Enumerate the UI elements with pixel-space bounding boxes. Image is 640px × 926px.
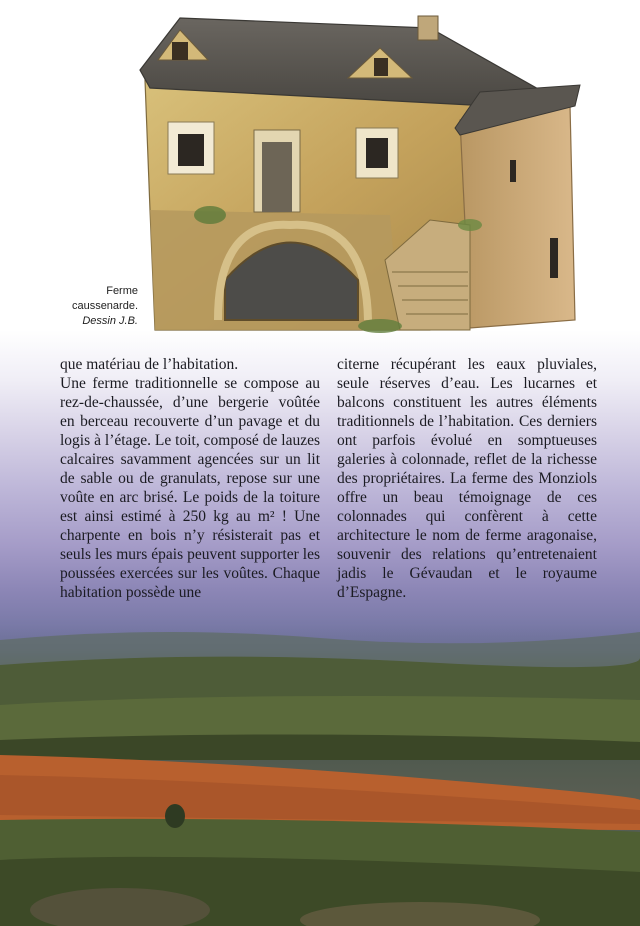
illustration-caption bbox=[40, 284, 138, 329]
paragraph: que matériau de l’habitation. bbox=[60, 356, 239, 373]
landscape-photo bbox=[0, 610, 640, 926]
caption-line-1: Ferme bbox=[106, 285, 138, 297]
caption-line-2: caussenarde. bbox=[71, 300, 138, 312]
farmhouse-illustration bbox=[130, 10, 590, 340]
paragraph: citerne récupérant les eaux pluviales, seule réserves d’eau. Les lucarnes et balcons constituent les autres éléments traditionnels de l’habitation. Ces derniers ont parfois évolué en somptueuses galeries à colonnade, reflet de la richesse des propriétaires. La ferme des Monziols offre un beau témoignage de ces colonnades qui confèrent à cette architecture le nom de ferme aragonaise, souvenir des relations qu’entretenaient jadis le Gévaudan et le royaume d’Espagne. bbox=[337, 356, 597, 601]
caption-credit: Dessin J.B. bbox=[82, 315, 138, 327]
text-column-right bbox=[337, 355, 597, 602]
text-column-left bbox=[60, 355, 320, 602]
paragraph: Une ferme traditionnelle se compose au rez-de-chaussée, d’une bergerie voûtée en berceau recouverte d’un pavage et du logis à l’étage. Le toit, composé de lauzes calcaires savamment agencées sur un lit de sable ou de granulats, repose sur une voûte en arc brisé. Le poids de la toiture est ainsi estimé à 250 kg au m² ! Une charpente en bois n’y résisterait pas et seuls les murs épais peuvent supporter les poussées exercées sur les voûtes. Chaque habitation possède une bbox=[60, 375, 320, 601]
